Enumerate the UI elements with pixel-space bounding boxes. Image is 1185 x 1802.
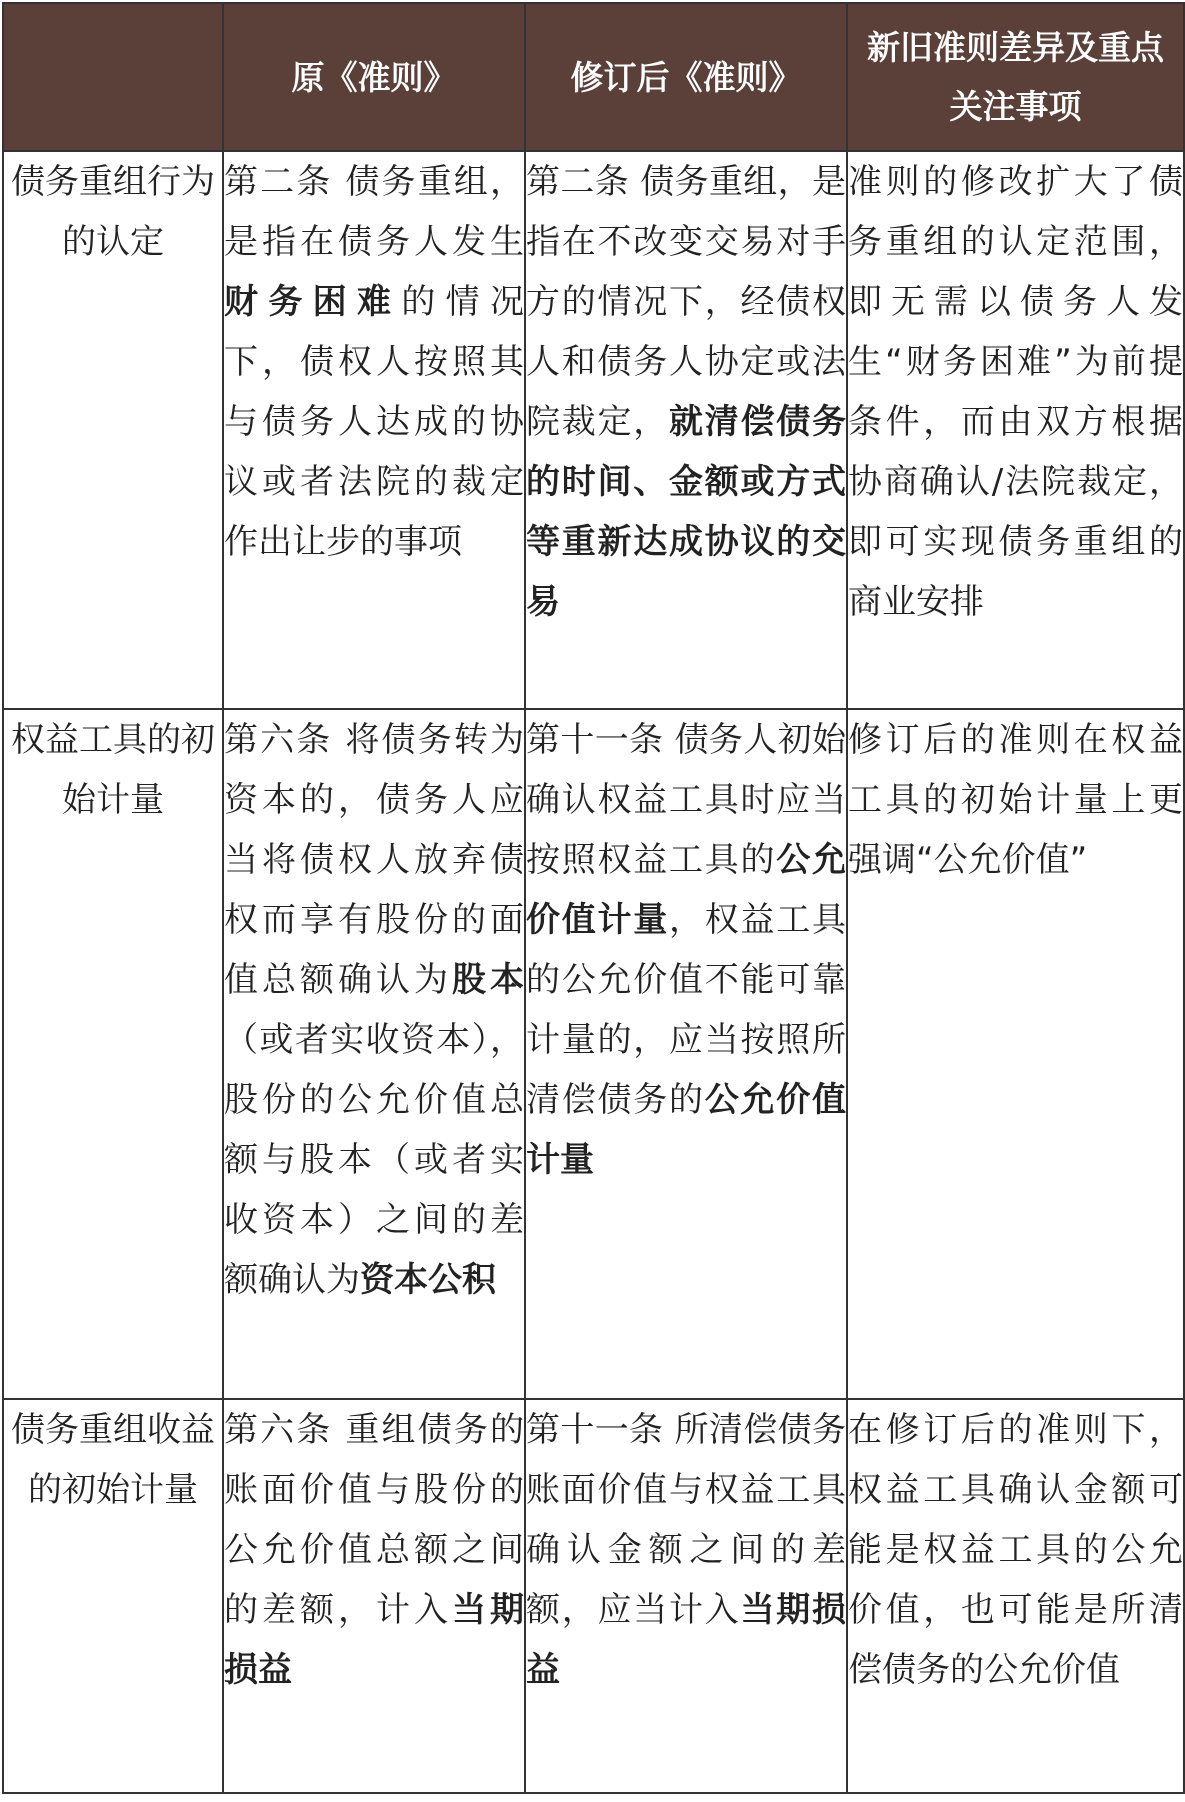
difference-note bbox=[847, 151, 1184, 709]
clause-text: 在修订后的准则下，权益工具确认金额可能是权益工具的公允价值，也可能是所清偿债务的公允价值 bbox=[848, 1410, 1183, 1690]
clause-text: 第十一条 所清偿债务账面价值与权益工具确认金额之间的差额，应当计入 bbox=[526, 1410, 846, 1630]
original-clause bbox=[223, 709, 525, 1399]
table-row bbox=[3, 709, 1184, 1399]
clause-text: 的情况下，债权人按照其与债务人达成的协议或者法院的裁定作出让步的事项 bbox=[224, 282, 525, 562]
revised-clause bbox=[525, 151, 847, 709]
difference-note bbox=[847, 1399, 1184, 1793]
comparison-table bbox=[2, 2, 1185, 1794]
emphasized-text: 资本公积 bbox=[360, 1260, 496, 1300]
header-original-label: 原《准则》 bbox=[291, 57, 457, 97]
emphasized-text: 当期损益 bbox=[224, 1590, 524, 1690]
emphasized-text: 就清偿债务的时间、金额或方式等重新达成协议的交易 bbox=[526, 402, 846, 622]
clause-text: ，权益工具的公允价值不能可靠计量的，应当按照所清偿债务的 bbox=[526, 900, 846, 1120]
table-row bbox=[3, 151, 1184, 709]
header-differences-label: 新旧准则差异及重点关注事项 bbox=[867, 28, 1164, 126]
header-original-standard bbox=[223, 3, 525, 151]
header-row bbox=[3, 3, 1184, 151]
emphasized-text: 当期损益 bbox=[526, 1590, 846, 1690]
clause-text: 修订后的准则在权益工具的初始计量上更强调“公允价值” bbox=[848, 720, 1183, 880]
clause-text: 第二条 债务重组，是指在不改变交易对手方的情况下，经债权人和债务人协定或法院裁定， bbox=[526, 162, 846, 442]
emphasized-text: 公允价值计量 bbox=[526, 1080, 846, 1180]
clause-text: 准则的修改扩大了债务重组的认定范围，即无需以债务人发生“财务困难”为前提条件，而由双方根据协商确认/法院裁定，即可实现债务重组的商业安排 bbox=[848, 162, 1183, 622]
original-clause bbox=[223, 1399, 525, 1793]
row-label: 权益工具的初始计量 bbox=[3, 709, 223, 1399]
revised-clause bbox=[525, 709, 847, 1399]
header-differences bbox=[847, 3, 1184, 151]
clause-text: 第六条 重组债务的账面价值与股份的公允价值总额之间的差额，计入 bbox=[224, 1410, 524, 1630]
clause-text: 第十一条 债务人初始确认权益工具时应当按照权益工具的 bbox=[526, 720, 846, 880]
row-label: 债务重组行为的认定 bbox=[3, 151, 223, 709]
row-label: 债务重组收益的初始计量 bbox=[3, 1399, 223, 1793]
emphasized-text: 公允价值计量 bbox=[526, 840, 846, 940]
header-revised-label: 修订后《准则》 bbox=[570, 57, 802, 97]
clause-text: （或者实收资本），股份的公允价值总额与股本（或者实收资本）之间的差额确认为 bbox=[224, 1020, 524, 1300]
header-revised-standard bbox=[525, 3, 847, 151]
emphasized-text: 财务困难 bbox=[224, 282, 402, 322]
clause-text: 第二条 债务重组，是指在债务人发生 bbox=[224, 162, 524, 262]
revised-clause bbox=[525, 1399, 847, 1793]
table-row bbox=[3, 1399, 1184, 1793]
difference-note bbox=[847, 709, 1184, 1399]
emphasized-text: 股本 bbox=[452, 960, 524, 1000]
original-clause bbox=[223, 151, 525, 709]
clause-text: 第六条 将债务转为资本的，债务人应当将债权人放弃债权而享有股份的面值总额确认为 bbox=[224, 720, 524, 1000]
header-corner-cell bbox=[3, 3, 223, 151]
